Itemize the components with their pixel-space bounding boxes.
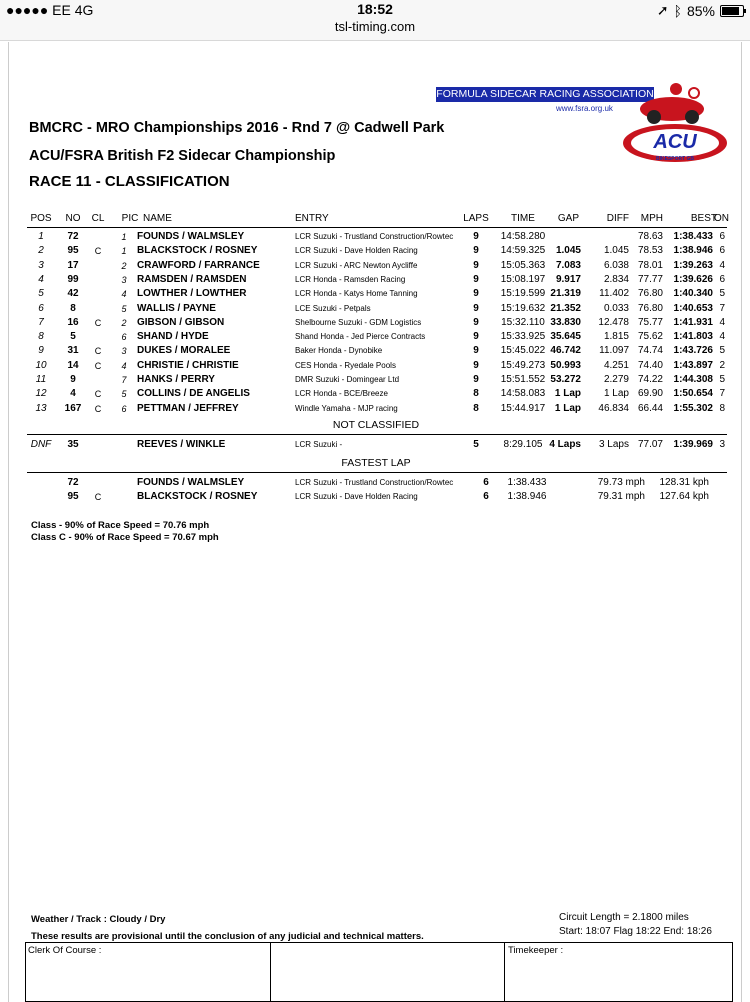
cell-entry: CES Honda - Ryedale Pools bbox=[295, 360, 396, 370]
fastest-lap-label: FASTEST LAP bbox=[341, 457, 411, 469]
cell-laps: 9 bbox=[473, 374, 479, 385]
header-gap: GAP bbox=[557, 213, 579, 224]
cell-laps: 9 bbox=[473, 259, 479, 271]
cell-no: 99 bbox=[67, 273, 79, 285]
header-on: ON bbox=[714, 213, 729, 224]
cell-pos: 12 bbox=[35, 388, 47, 400]
class-note: Class C - 90% of Race Speed = 70.67 mph bbox=[31, 532, 219, 543]
cell-on: 6 bbox=[719, 245, 725, 257]
cell-name: FOUNDS / WALMSLEY bbox=[137, 477, 245, 488]
cell-gap: 33.830 bbox=[550, 316, 581, 328]
cell-on: 6 bbox=[719, 273, 725, 285]
cell-diff: 0.033 bbox=[603, 302, 629, 314]
cell-diff: 3 Laps bbox=[598, 439, 629, 450]
cell-pos: 1 bbox=[38, 231, 44, 242]
header-mph: MPH bbox=[640, 213, 663, 224]
cell-pic: 5 bbox=[121, 303, 127, 314]
cell-diff: 1.815 bbox=[603, 331, 629, 343]
table-row bbox=[9, 245, 741, 257]
cell-on: 8 bbox=[719, 402, 725, 414]
cell-entry: Shelbourne Suzuki - GDM Logistics bbox=[295, 317, 422, 327]
status-bar bbox=[0, 0, 750, 41]
cell-best: 1:39.263 bbox=[673, 259, 713, 271]
cell-mph: 78.01 bbox=[637, 259, 663, 271]
cell-laps: 9 bbox=[473, 231, 479, 242]
cell-class: C bbox=[94, 246, 102, 257]
acu-logo bbox=[621, 122, 729, 164]
cell-time: 14:59.325 bbox=[500, 245, 546, 257]
cell-best: 1:43.726 bbox=[673, 345, 713, 357]
cell-lap: 6 bbox=[483, 491, 489, 502]
cell-name: HANKS / PERRY bbox=[137, 374, 215, 385]
circuit-length: Circuit Length = 2.1800 miles bbox=[559, 912, 689, 923]
cell-mph: 77.07 bbox=[637, 439, 663, 450]
cell-laps: 8 bbox=[473, 402, 479, 414]
cell-pic: 3 bbox=[121, 274, 127, 285]
cell-pos: 11 bbox=[35, 374, 47, 385]
cell-name: BLACKSTOCK / ROSNEY bbox=[137, 491, 258, 502]
table-header bbox=[9, 212, 741, 226]
header-pos: POS bbox=[30, 213, 52, 224]
cell-best: 1:41.803 bbox=[673, 331, 713, 343]
cell-time: 15:19.632 bbox=[500, 302, 546, 314]
cell-gap: 1.045 bbox=[555, 245, 581, 257]
cell-no: 9 bbox=[70, 374, 76, 385]
cell-on: 7 bbox=[719, 302, 725, 314]
table-row bbox=[9, 260, 741, 272]
table-row bbox=[9, 274, 741, 286]
cell-gap: 1 Lap bbox=[554, 388, 581, 400]
header-entry: ENTRY bbox=[295, 213, 329, 224]
cell-pos: 13 bbox=[35, 402, 47, 414]
cell-entry: LCR Suzuki - bbox=[295, 440, 343, 449]
header-laps: LAPS bbox=[463, 213, 489, 224]
cell-pos: DNF bbox=[30, 439, 52, 450]
cell-on: 7 bbox=[719, 388, 725, 400]
cell-pos: 8 bbox=[38, 331, 44, 343]
cell-pic: 1 bbox=[121, 232, 127, 242]
header-cl: CL bbox=[91, 213, 105, 224]
fastest-lap-row bbox=[9, 477, 741, 489]
divider-not-classified bbox=[27, 434, 727, 435]
cell-best: 1:39.626 bbox=[673, 273, 713, 285]
cell-name: PETTMAN / JEFFREY bbox=[137, 402, 239, 414]
cell-pos: 10 bbox=[35, 359, 47, 371]
cell-best: 1:41.931 bbox=[673, 316, 713, 328]
location-icon: ➚ bbox=[656, 2, 669, 18]
cell-laps: 8 bbox=[473, 388, 479, 400]
cell-time: 15:05.363 bbox=[500, 259, 546, 271]
cell-pos: 6 bbox=[38, 302, 44, 314]
cell-gap: 46.742 bbox=[550, 345, 581, 357]
cell-time: 15:44.917 bbox=[500, 402, 546, 414]
cell-no: 14 bbox=[67, 359, 79, 371]
header-divider bbox=[27, 227, 727, 228]
cell-name: LOWTHER / LOWTHER bbox=[137, 288, 247, 300]
cell-pic: 1 bbox=[121, 246, 127, 257]
cell-no: 95 bbox=[67, 491, 79, 502]
cell-on: 5 bbox=[719, 288, 725, 300]
cell-entry: LCR Suzuki - Trustland Construction/Rowtec bbox=[295, 232, 454, 241]
header-best: BEST bbox=[690, 213, 717, 224]
cell-time: 14:58.083 bbox=[500, 388, 546, 400]
class-note: Class - 90% of Race Speed = 70.76 mph bbox=[31, 520, 210, 531]
cell-name: CRAWFORD / FARRANCE bbox=[137, 259, 260, 271]
cell-gap: 35.645 bbox=[550, 331, 581, 343]
fastest-lap-row bbox=[9, 491, 741, 503]
cell-entry: LCR Suzuki - Dave Holden Racing bbox=[295, 246, 418, 256]
cell-entry: LCR Suzuki - Dave Holden Racing bbox=[295, 492, 418, 501]
cell-diff: 4.251 bbox=[603, 359, 629, 371]
cell-class: C bbox=[94, 317, 102, 328]
cell-entry: DMR Suzuki - Domingear Ltd bbox=[295, 375, 400, 384]
cell-on: 3 bbox=[719, 439, 725, 450]
cell-mph: 75.62 bbox=[637, 331, 663, 343]
header-no: NO bbox=[65, 213, 81, 224]
battery-percent: 85% bbox=[686, 2, 715, 19]
fsra-url: www.fsra.org.uk bbox=[556, 104, 613, 113]
cell-time: 15:19.599 bbox=[500, 288, 546, 300]
cell-no: 8 bbox=[70, 302, 76, 314]
cell-on: 5 bbox=[719, 374, 725, 385]
cell-pos: 7 bbox=[38, 316, 44, 328]
cell-entry: LCE Suzuki - Petpals bbox=[295, 303, 371, 313]
cell-pic: 4 bbox=[121, 289, 127, 300]
cell-gap: 4 Laps bbox=[549, 439, 581, 450]
cell-time: 15:08.197 bbox=[500, 273, 546, 285]
cell-mph: 79.73 mph bbox=[597, 477, 645, 488]
cell-gap: 7.083 bbox=[555, 259, 581, 271]
cell-diff: 2.834 bbox=[603, 273, 629, 285]
cell-mph: 69.90 bbox=[637, 388, 663, 400]
clerk-of-course-label: Clerk Of Course : bbox=[28, 945, 102, 956]
cell-diff: 6.038 bbox=[603, 259, 629, 271]
status-right bbox=[657, 2, 744, 19]
clock: 18:52 bbox=[357, 1, 393, 17]
cell-time: 15:51.552 bbox=[500, 374, 546, 385]
table-row bbox=[9, 317, 741, 329]
cell-laps: 9 bbox=[473, 345, 479, 357]
table-row bbox=[9, 374, 741, 386]
cell-gap: 50.993 bbox=[550, 359, 581, 371]
table-row bbox=[9, 231, 741, 243]
header-diff: DIFF bbox=[606, 213, 629, 224]
cell-no: 31 bbox=[67, 345, 79, 357]
cell-diff: 1.045 bbox=[603, 245, 629, 257]
cell-no: 4 bbox=[70, 388, 76, 400]
cell-laps: 9 bbox=[473, 245, 479, 257]
start-flag-end: Start: 18:07 Flag 18:22 End: 18:26 bbox=[559, 926, 712, 937]
cell-class: C bbox=[94, 360, 102, 371]
cell-mph: 77.77 bbox=[637, 273, 663, 285]
cell-pos: 4 bbox=[38, 273, 44, 285]
cell-best: 1:55.302 bbox=[673, 402, 713, 414]
cell-time: 1:38.433 bbox=[507, 477, 547, 488]
battery-icon bbox=[720, 5, 744, 17]
cell-pic: 2 bbox=[121, 260, 127, 271]
cell-mph: 79.31 mph bbox=[597, 491, 645, 502]
cell-best: 1:50.654 bbox=[673, 388, 713, 400]
cell-mph: 74.22 bbox=[637, 374, 663, 385]
race-title: RACE 11 - CLASSIFICATION bbox=[29, 173, 230, 190]
cell-pos: 2 bbox=[38, 245, 44, 257]
table-row bbox=[9, 303, 741, 315]
cell-gap: 21.319 bbox=[550, 288, 581, 300]
header-time: TIME bbox=[511, 213, 535, 224]
table-row bbox=[9, 388, 741, 400]
cell-diff: 1 Lap bbox=[603, 388, 629, 400]
cell-diff: 46.834 bbox=[598, 402, 629, 414]
cell-lap: 6 bbox=[483, 477, 489, 488]
cell-laps: 9 bbox=[473, 302, 479, 314]
cell-best: 1:43.897 bbox=[673, 359, 713, 371]
cell-pos: 3 bbox=[38, 259, 44, 271]
cell-no: 167 bbox=[64, 402, 82, 414]
cell-no: 42 bbox=[67, 288, 79, 300]
cell-entry: Shand Honda - Jed Pierce Contracts bbox=[295, 332, 426, 342]
cell-pic: 4 bbox=[121, 360, 127, 371]
table-row bbox=[9, 288, 741, 300]
table-row bbox=[9, 439, 741, 451]
cell-time: 14:58.280 bbox=[500, 231, 546, 242]
table-row bbox=[9, 403, 741, 415]
cell-time: 15:49.273 bbox=[500, 359, 546, 371]
not-classified-label: NOT CLASSIFIED bbox=[332, 419, 420, 431]
table-row bbox=[9, 345, 741, 357]
cell-pic: 6 bbox=[121, 332, 127, 343]
cell-mph: 66.44 bbox=[637, 402, 663, 414]
cell-gap: 53.272 bbox=[550, 374, 581, 385]
cell-entry: Baker Honda - Dynobike bbox=[295, 346, 383, 356]
cell-name: SHAND / HYDE bbox=[137, 331, 209, 343]
address-bar-url[interactable]: tsl-timing.com bbox=[334, 19, 416, 34]
cell-entry: LCR Honda - Katys Home Tanning bbox=[295, 289, 418, 299]
cell-on: 2 bbox=[719, 359, 725, 371]
cell-best: 1:39.969 bbox=[673, 439, 713, 450]
weather-track: Weather / Track : Cloudy / Dry bbox=[31, 914, 166, 925]
cell-diff: 11.097 bbox=[599, 345, 629, 357]
cell-laps: 9 bbox=[473, 359, 479, 371]
cell-no: 35 bbox=[67, 439, 79, 450]
cell-no: 95 bbox=[67, 245, 79, 257]
svg-text:BIKESPORT GB: BIKESPORT GB bbox=[655, 156, 695, 162]
cell-mph: 78.63 bbox=[637, 231, 663, 242]
cell-gap: 9.917 bbox=[555, 273, 581, 285]
cell-entry: LCR Honda - Ramsden Racing bbox=[295, 274, 406, 284]
cell-best: 1:44.308 bbox=[673, 374, 713, 385]
cell-mph: 74.40 bbox=[637, 359, 663, 371]
cell-name: FOUNDS / WALMSLEY bbox=[137, 231, 245, 242]
cell-mph: 76.80 bbox=[637, 302, 663, 314]
cell-name: WALLIS / PAYNE bbox=[137, 302, 216, 314]
carrier-signal: ●●●●● EE 4G bbox=[6, 2, 94, 18]
cell-name: REEVES / WINKLE bbox=[137, 439, 226, 450]
cell-class: C bbox=[94, 403, 102, 414]
cell-mph: 78.53 bbox=[637, 245, 663, 257]
cell-name: DUKES / MORALEE bbox=[137, 345, 231, 357]
cell-kph: 128.31 kph bbox=[659, 477, 709, 488]
cell-pic: 3 bbox=[121, 346, 127, 357]
svg-text:ACU: ACU bbox=[653, 131, 697, 153]
cell-time: 1:38.946 bbox=[507, 491, 547, 502]
cell-mph: 75.77 bbox=[637, 316, 663, 328]
cell-best: 1:38.946 bbox=[673, 245, 713, 257]
cell-mph: 74.74 bbox=[637, 345, 663, 357]
cell-diff: 11.402 bbox=[599, 288, 629, 300]
signature-divider bbox=[504, 943, 505, 1001]
cell-pic: 5 bbox=[121, 389, 127, 400]
cell-on: 4 bbox=[719, 316, 725, 328]
championship-title: ACU/FSRA British F2 Sidecar Championship bbox=[29, 148, 336, 164]
cell-name: RAMSDEN / RAMSDEN bbox=[137, 273, 247, 285]
cell-laps: 9 bbox=[473, 316, 479, 328]
cell-name: CHRISTIE / CHRISTIE bbox=[137, 359, 239, 371]
fsra-banner: FORMULA SIDECAR RACING ASSOCIATION bbox=[436, 88, 654, 100]
signature-divider bbox=[270, 943, 271, 1001]
provisional-notice: These results are provisional until the conclusion of any judicial and technical matters. bbox=[31, 931, 424, 942]
cell-on: 4 bbox=[719, 259, 725, 271]
cell-time: 15:33.925 bbox=[500, 331, 546, 343]
cell-pos: 9 bbox=[38, 345, 44, 357]
header-pic: PIC bbox=[121, 213, 139, 224]
cell-entry: LCR Honda - BCE/Breeze bbox=[295, 389, 388, 399]
cell-laps: 5 bbox=[473, 439, 479, 450]
cell-pos: 5 bbox=[38, 288, 44, 300]
cell-name: GIBSON / GIBSON bbox=[137, 316, 225, 328]
divider-fastest-lap bbox=[27, 472, 727, 473]
cell-no: 17 bbox=[67, 259, 79, 271]
cell-no: 72 bbox=[67, 231, 79, 242]
cell-gap: 1 Lap bbox=[554, 402, 581, 414]
cell-best: 1:40.653 bbox=[673, 302, 713, 314]
cell-class: C bbox=[94, 492, 102, 502]
cell-best: 1:40.340 bbox=[673, 288, 713, 300]
cell-name: COLLINS / DE ANGELIS bbox=[137, 388, 250, 400]
cell-gap: 21.352 bbox=[550, 302, 581, 314]
cell-class: C bbox=[94, 389, 102, 400]
bluetooth-icon: ᛒ bbox=[673, 2, 682, 19]
cell-best: 1:38.433 bbox=[673, 231, 713, 242]
cell-pic: 6 bbox=[121, 403, 127, 414]
cell-name: BLACKSTOCK / ROSNEY bbox=[137, 245, 258, 257]
cell-pic: 2 bbox=[121, 317, 127, 328]
cell-no: 5 bbox=[70, 331, 76, 343]
cell-time: 8:29.105 bbox=[503, 439, 543, 450]
cell-entry: Windle Yamaha - MJP racing bbox=[295, 403, 398, 413]
header-name: NAME bbox=[143, 213, 172, 224]
cell-entry: LCR Suzuki - Trustland Construction/Rowtec bbox=[295, 478, 454, 487]
cell-on: 5 bbox=[719, 345, 725, 357]
cell-no: 16 bbox=[67, 316, 79, 328]
cell-on: 4 bbox=[719, 331, 725, 343]
signature-box bbox=[25, 942, 733, 1002]
cell-on: 6 bbox=[719, 231, 725, 242]
sidecar-icon bbox=[636, 75, 708, 127]
cell-laps: 9 bbox=[473, 331, 479, 343]
cell-entry: LCR Suzuki - ARC Newton Aycliffe bbox=[295, 260, 418, 270]
table-row bbox=[9, 331, 741, 343]
cell-laps: 9 bbox=[473, 288, 479, 300]
cell-diff: 2.279 bbox=[603, 374, 629, 385]
cell-diff: 12.478 bbox=[598, 316, 629, 328]
cell-pic: 7 bbox=[121, 375, 127, 385]
cell-class: C bbox=[94, 346, 102, 357]
results-document bbox=[8, 42, 742, 1002]
table-row bbox=[9, 360, 741, 372]
timekeeper-label: Timekeeper : bbox=[508, 945, 564, 956]
event-title: BMCRC - MRO Championships 2016 - Rnd 7 @ Cadwell Park bbox=[29, 120, 445, 136]
cell-kph: 127.64 kph bbox=[659, 491, 709, 502]
cell-time: 15:32.110 bbox=[501, 316, 545, 328]
cell-laps: 9 bbox=[473, 273, 479, 285]
cell-mph: 76.80 bbox=[637, 288, 663, 300]
cell-no: 72 bbox=[67, 477, 79, 488]
cell-time: 15:45.022 bbox=[500, 345, 546, 357]
